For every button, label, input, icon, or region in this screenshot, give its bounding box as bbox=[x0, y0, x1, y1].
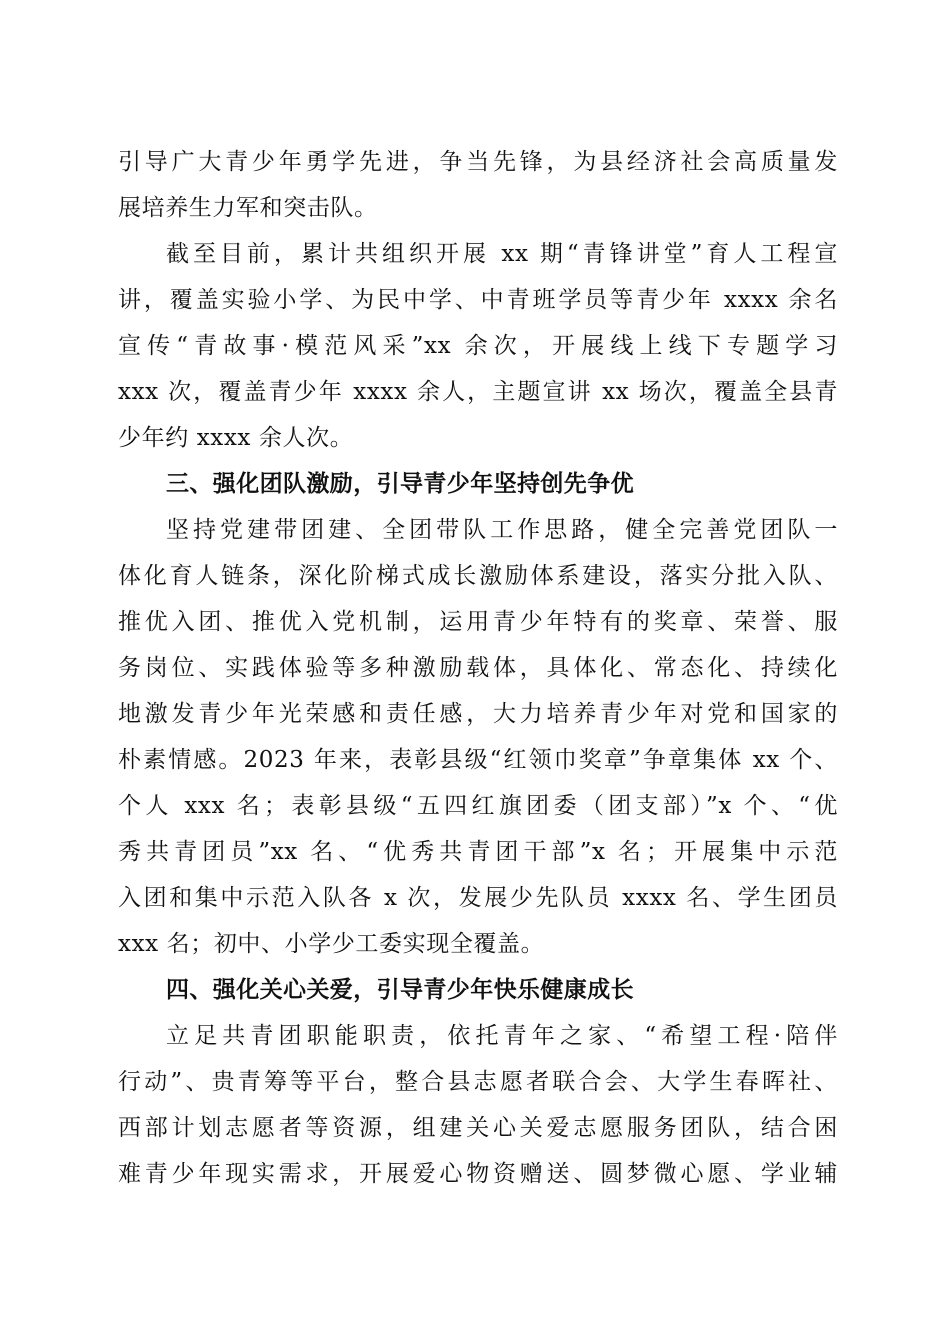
paragraph-1 bbox=[118, 139, 838, 231]
text-line: xxx 次，覆盖青少年 xxxx 余人，主题宣讲 xx 场次，覆盖全县青 bbox=[118, 379, 838, 405]
text-line: 推优入团、推优入党机制，运用青少年特有的奖章、荣誉、服 bbox=[118, 609, 838, 635]
text-line: 讲，覆盖实验小学、为民中学、中青班学员等青少年 xxxx 余名 bbox=[118, 287, 838, 313]
text-line: 务岗位、实践体验等多种激励载体，具体化、常态化、持续化 bbox=[118, 655, 838, 681]
text-line: 展培养生力军和突击队。 bbox=[118, 195, 378, 221]
text-line: 个人 xxx 名；表彰县级“五四红旗团委（团支部）”x 个、“优 bbox=[118, 793, 838, 819]
text-line-indented: 截至目前，累计共组织开展 xx 期“青锋讲堂”育人工程宣 bbox=[166, 241, 838, 267]
text-line: 朴素情感。2023 年来，表彰县级“红领巾奖章”争章集体 xx 个、 bbox=[118, 747, 838, 773]
text-line: xxx 名；初中、小学少工委实现全覆盖。 bbox=[118, 931, 545, 957]
text-line: 宣传“青故事·模范风采”xx 余次，开展线上线下专题学习 bbox=[118, 333, 838, 359]
text-line: 体化育人链条，深化阶梯式成长激励体系建设，落实分批入队、 bbox=[118, 563, 838, 589]
text-line: 少年约 xxxx 余人次。 bbox=[118, 425, 354, 451]
text-line-indented: 坚持党建带团建、全团带队工作思路，健全完善党团队一 bbox=[166, 517, 838, 543]
text-line: 难青少年现实需求，开展爱心物资赠送、圆梦微心愿、学业辅 bbox=[118, 1161, 838, 1187]
text-line: 入团和集中示范入队各 x 次，发展少先队员 xxxx 名、学生团员 bbox=[118, 885, 838, 911]
paragraph-3 bbox=[118, 507, 838, 967]
document-body bbox=[118, 139, 838, 1197]
paragraph-2 bbox=[118, 231, 838, 461]
text-line: 引导广大青少年勇学先进，争当先锋，为县经济社会高质量发 bbox=[118, 149, 838, 175]
text-line: 西部计划志愿者等资源，组建关心关爱志愿服务团队，结合困 bbox=[118, 1115, 838, 1141]
text-line-indented: 立足共青团职能职责，依托青年之家、“希望工程·陪伴 bbox=[166, 1023, 838, 1049]
paragraph-4 bbox=[118, 1013, 838, 1197]
section-heading-3: 三、强化团队激励，引导青少年坚持创先争优 bbox=[166, 471, 634, 497]
section-heading-4: 四、强化关心关爱，引导青少年快乐健康成长 bbox=[166, 977, 634, 1003]
text-line: 行动”、贵青筹等平台，整合县志愿者联合会、大学生春晖社、 bbox=[118, 1069, 838, 1095]
text-line: 地激发青少年光荣感和责任感，大力培养青少年对党和国家的 bbox=[118, 701, 838, 727]
text-line: 秀共青团员”xx 名、“优秀共青团干部”x 名；开展集中示范 bbox=[118, 839, 838, 865]
